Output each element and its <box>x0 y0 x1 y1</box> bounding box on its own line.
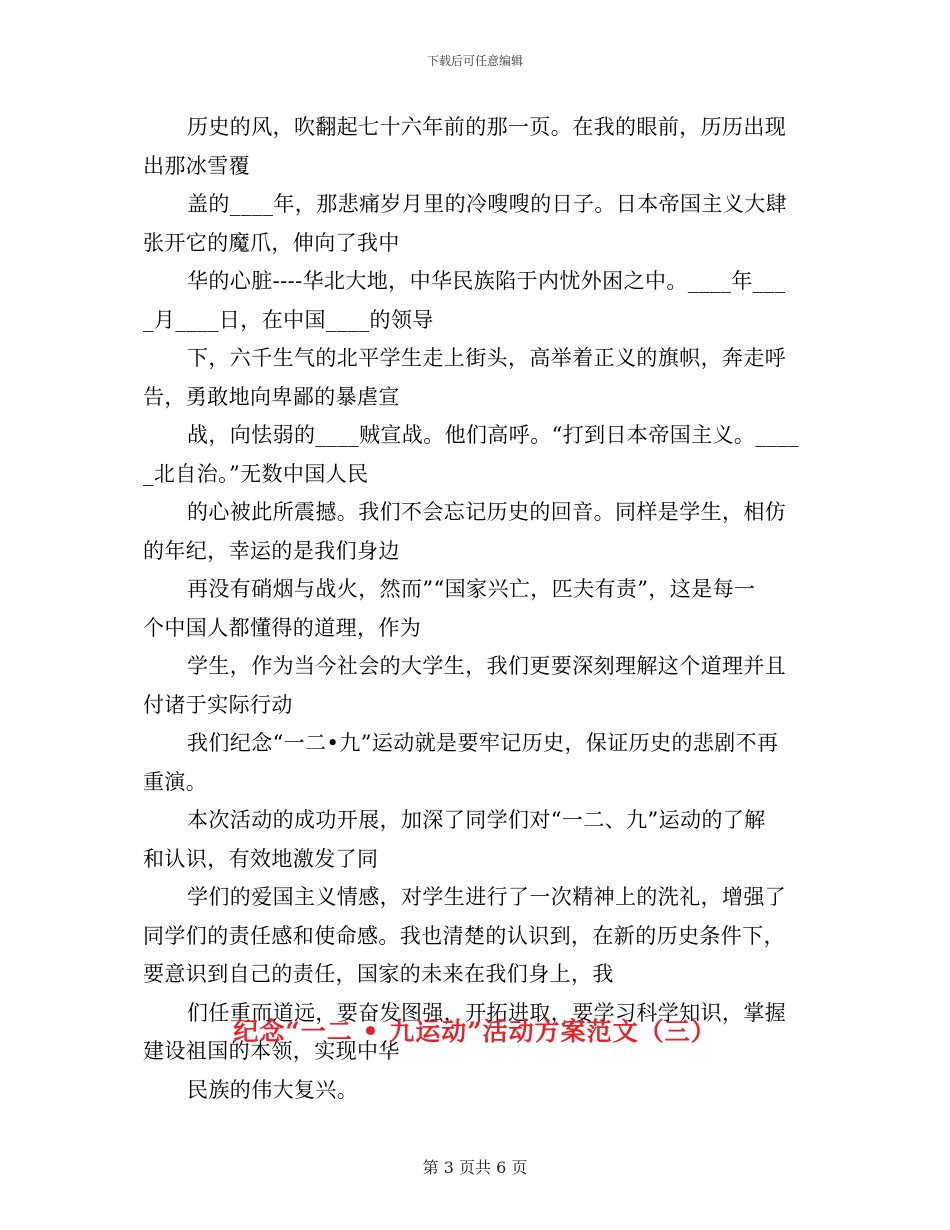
text-line: 出那冰雪覆 <box>143 153 250 178</box>
text-line: 再没有硝烟与战火，然而”“国家兴亡，匹夫有责”，这是每一 <box>187 577 756 601</box>
text-line: 付诸于实际行动 <box>143 692 293 717</box>
text-line: 华的心脏----华北大地，中华民族陷于内忧外困之中。____年___ <box>187 269 786 293</box>
text-line: 的年纪，幸运的是我们身边 <box>143 538 400 563</box>
text-line: 历史的风，吹翻起七十六年前的那一页。在我的眼前，历历出现 <box>187 115 787 139</box>
text-line: 盖的____年，那悲痛岁月里的冷嗖嗖的日子。日本帝国主义大肆 <box>187 192 787 216</box>
text-line: 学们的爱国主义情感，对学生进行了一次精神上的洗礼，增强了 <box>187 885 787 909</box>
text-line: 告，勇敢地向卑鄙的暴虐宣 <box>143 384 400 409</box>
section-title: 纪念“一二 • 九运动”活动方案范文（三） <box>233 1017 717 1046</box>
text-line: 建设祖国的本领，实现中华 <box>143 1039 400 1063</box>
text-line: 的心被此所震撼。我们不会忘记历史的回音。同样是学生，相仿 <box>187 500 787 524</box>
text-line: 本次活动的成功开展，加深了同学们对“一二、九”运动的了解 <box>187 808 766 832</box>
text-line: 个中国人都懂得的道理，作为 <box>143 615 422 640</box>
page-footer: 第 3 页共 6 页 <box>422 1158 528 1177</box>
text-line: 我们纪念“一二•九”运动就是要牢记历史，保证历史的悲剧不再 <box>187 731 779 755</box>
page-header: 下载后可任意编辑 <box>426 54 523 68</box>
text-line: 下，六千生气的北平学生走上街头，高举着正义的旗帜，奔走呼 <box>187 346 787 370</box>
text-line: _月____日，在中国____的领导 <box>143 307 434 332</box>
text-line: 战，向怯弱的____贼宣战。他们高呼。“打到日本帝国主义。____ <box>187 423 799 447</box>
text-line: 民族的伟大复兴。 <box>187 1077 359 1102</box>
text-line: 张开它的魔爪，伸向了我中 <box>143 230 400 255</box>
text-line: 学生，作为当今社会的大学生，我们更要深刻理解这个道理并且 <box>187 654 787 678</box>
text-line: 要意识到自己的责任，国家的未来在我们身上，我 <box>143 962 614 986</box>
text-line: 同学们的责任感和使命感。我也清楚的认识到，在新的历史条件下， <box>143 923 785 948</box>
text-line: _北自治。”无数中国人民 <box>143 461 369 486</box>
text-line: 重演。 <box>143 769 208 794</box>
text-line: 和认识，有效地激发了同 <box>143 846 379 871</box>
text-line: 们任重而道远，要奋发图强，开拓进取，要学习科学知识，掌握 <box>187 1000 787 1025</box>
document-body <box>143 108 813 1109</box>
